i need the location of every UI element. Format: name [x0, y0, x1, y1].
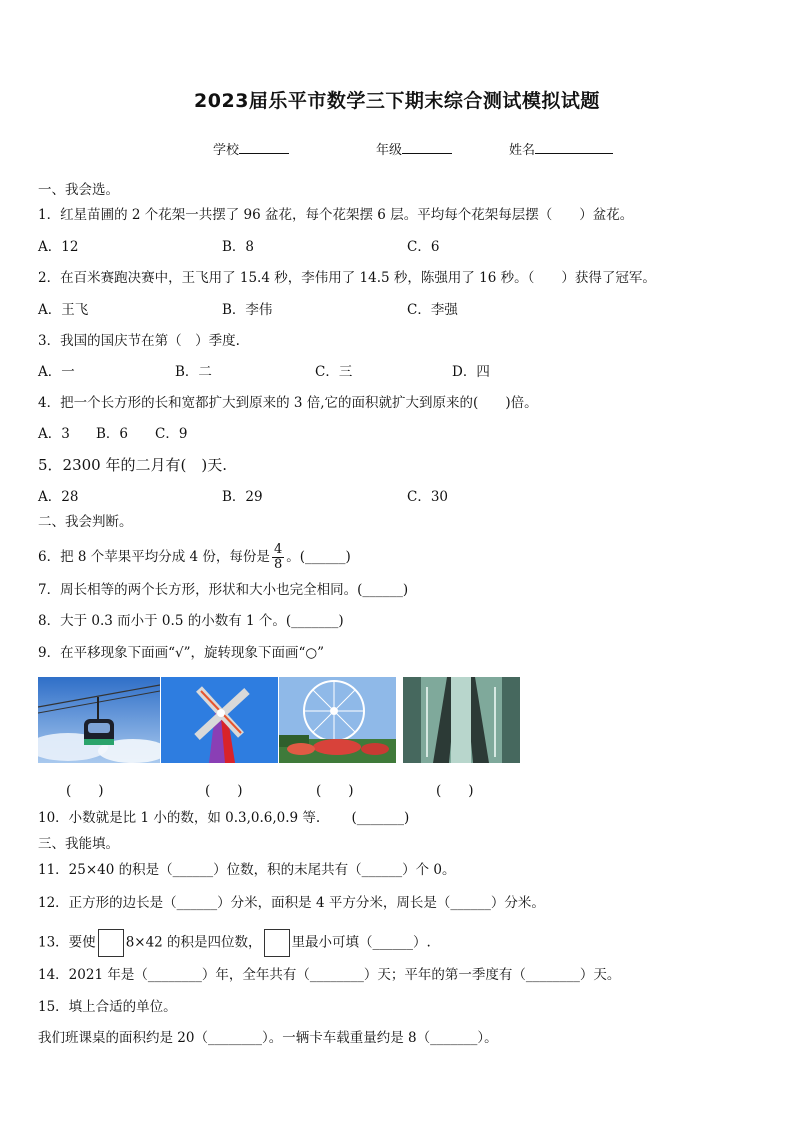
- q2-option-b[interactable]: B．李伟: [222, 302, 273, 318]
- q13-digit-box-ref: [264, 929, 290, 957]
- q9-answer-blank-1[interactable]: ( ): [66, 783, 104, 799]
- grade-label: 年级: [376, 143, 403, 158]
- q6-text-after: 。(______): [286, 549, 351, 565]
- cable-car-photo: [38, 677, 160, 763]
- q1-option-a[interactable]: A．12: [38, 239, 79, 255]
- q5-option-c[interactable]: C．30: [407, 489, 449, 505]
- grade-blank[interactable]: [402, 139, 452, 154]
- grade-field: [376, 139, 452, 158]
- section-heading-choice: 一、我会选。: [38, 182, 119, 198]
- question-6: [38, 543, 351, 572]
- q6-fraction-numerator: 4: [273, 542, 283, 557]
- q6-fraction: [272, 543, 284, 572]
- q13-digit-box[interactable]: [98, 929, 124, 957]
- question-8: 8．大于 0.3 而小于 0.5 的小数有 1 个。(_______): [38, 613, 344, 629]
- q2-option-a[interactable]: A．王飞: [38, 302, 89, 318]
- question-7: 7．周长相等的两个长方形，形状和大小也完全相同。(______): [38, 582, 409, 598]
- question-4: 4．把一个长方形的长和宽都扩大到原来的 3 倍,它的面积就扩大到原来的( )倍。: [38, 395, 538, 411]
- question-10: 10．小数就是比 1 小的数，如 0.3,0.6,0.9 等. (_______): [38, 810, 410, 826]
- question-11: 11．25×40 的积是（______）位数，积的末尾共有（______）个 0。: [38, 862, 456, 878]
- question-15: 15．填上合适的单位。: [38, 999, 177, 1015]
- escalator-photo: [403, 677, 520, 763]
- q9-answer-blank-2[interactable]: ( ): [205, 783, 243, 799]
- q6-fraction-denominator: 8: [273, 557, 283, 572]
- section-heading-fill: 三、我能填。: [38, 836, 119, 852]
- q2-option-c[interactable]: C．李强: [407, 302, 458, 318]
- question-15-sub: 我们班课桌的面积约是 20（________）。一辆卡车载重量约是 8（_______）。: [38, 1030, 498, 1046]
- q1-option-b[interactable]: B．8: [222, 239, 255, 255]
- q4-option-b[interactable]: B．6: [96, 426, 129, 442]
- page-title: 2023届乐平市数学三下期末综合测试模拟试题: [194, 90, 600, 112]
- escalator-graphic: [403, 677, 520, 763]
- name-label: 姓名: [509, 143, 536, 158]
- question-5: 5．2300 年的二月有( )天.: [38, 456, 227, 474]
- q9-answer-blank-4[interactable]: ( ): [436, 783, 474, 799]
- school-blank[interactable]: [239, 139, 289, 154]
- q13-text-part1: 13．要使: [38, 934, 96, 951]
- question-9: 9．在平移现象下面画“√”，旋转现象下面画“○”: [38, 645, 325, 661]
- question-3: 3．我国的国庆节在第（ ）季度.: [38, 333, 240, 349]
- school-label: 学校: [213, 143, 240, 158]
- q3-option-b[interactable]: B．二: [175, 364, 212, 380]
- question-2: 2．在百米赛跑决赛中，王飞用了 15.4 秒，李伟用了 14.5 秒，陈强用了 16 秒。（ ）获得了冠军。: [38, 270, 656, 286]
- q9-answer-blank-3[interactable]: ( ): [316, 783, 354, 799]
- ferris-wheel-graphic: [279, 677, 396, 763]
- windmill-graphic: [161, 677, 278, 763]
- q3-option-c[interactable]: C．三: [315, 364, 353, 380]
- section-heading-judge: 二、我会判断。: [38, 514, 133, 530]
- q3-option-d[interactable]: D．四: [452, 364, 490, 380]
- question-14: 14．2021 年是（________）年，全年共有（________）天；平年的第一季度有（________）天。: [38, 967, 621, 983]
- cable-car-graphic: [38, 677, 160, 763]
- q13-text-part3: 里最小可填（______）.: [291, 934, 431, 951]
- school-field: [213, 139, 289, 158]
- q5-option-b[interactable]: B．29: [222, 489, 263, 505]
- q13-text-part2: 8×42 的积是四位数，: [125, 934, 262, 951]
- name-blank[interactable]: [535, 139, 613, 154]
- q6-text-before: 6．把 8 个苹果平均分成 4 份，每份是: [38, 549, 270, 565]
- windmill-picture: [161, 677, 278, 763]
- name-field: [509, 139, 613, 158]
- q1-option-c[interactable]: C．6: [407, 239, 440, 255]
- q4-option-a[interactable]: A．3: [38, 426, 70, 442]
- question-1: 1．红星苗圃的 2 个花架一共摆了 96 盆花，每个花架摆 6 层。平均每个花架每层摆（ ）盆花。: [38, 207, 634, 223]
- q4-option-c[interactable]: C．9: [155, 426, 188, 442]
- ferris-wheel-photo: [279, 677, 396, 763]
- q3-option-a[interactable]: A．一: [38, 364, 75, 380]
- question-13: [38, 929, 431, 957]
- q5-option-a[interactable]: A．28: [38, 489, 79, 505]
- question-12: 12．正方形的边长是（______）分米，面积是 4 平方分米，周长是（______）分米。: [38, 895, 545, 911]
